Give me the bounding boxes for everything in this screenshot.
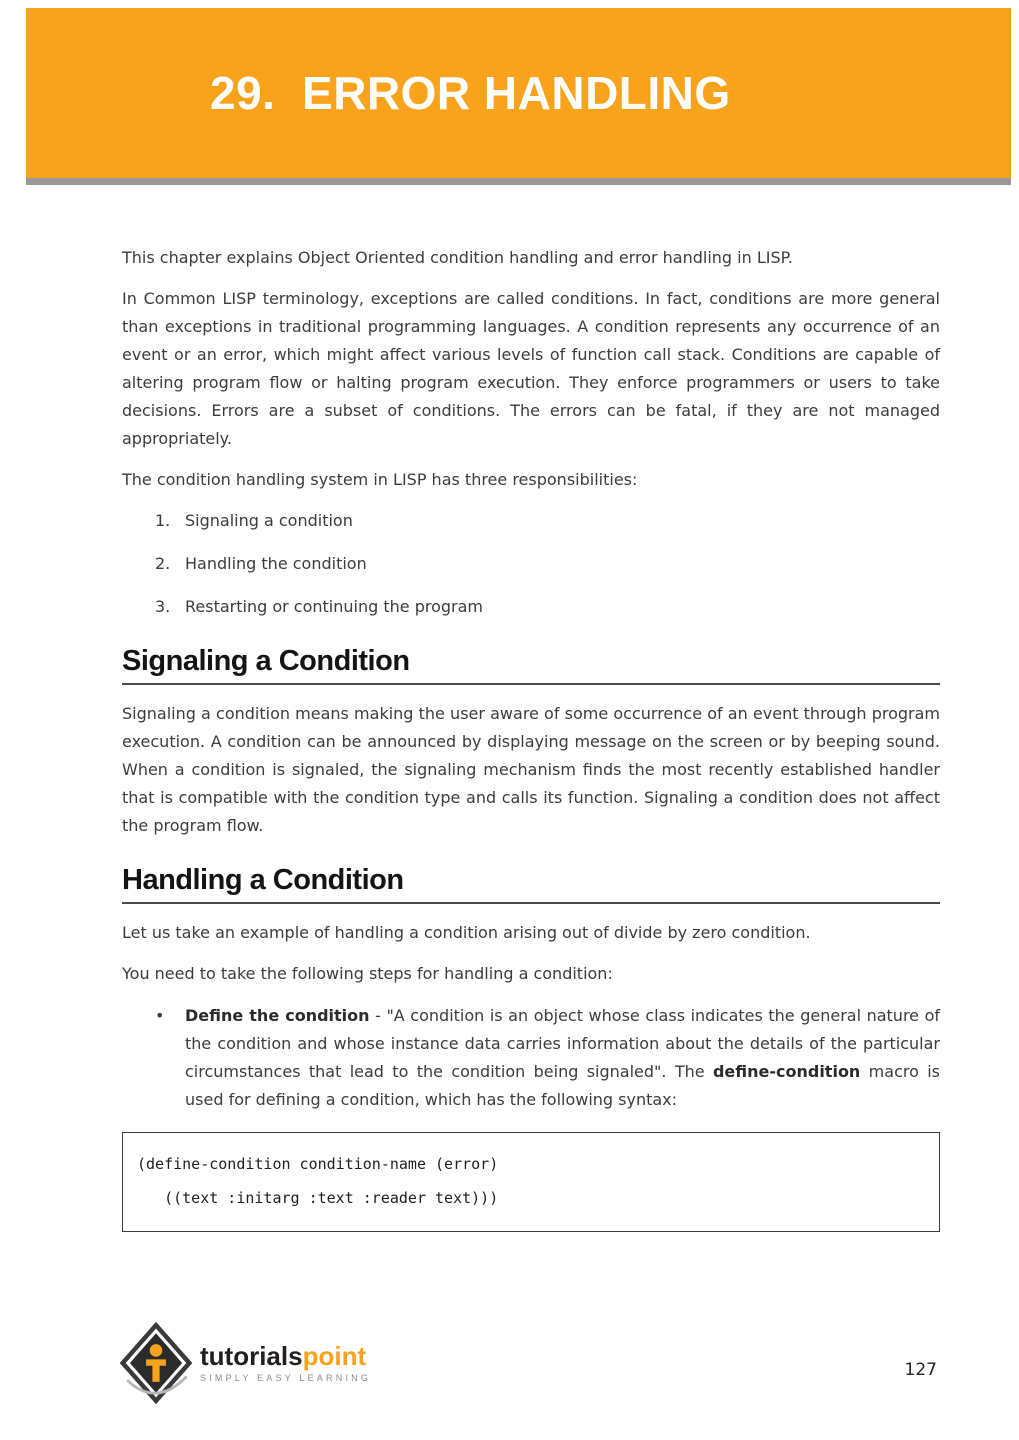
code-block (122, 1132, 940, 1232)
logo-word-tutorials: tutorials (200, 1341, 303, 1371)
bullet-bold-lead: Define the condition (185, 1006, 370, 1025)
list-item-text: Signaling a condition (185, 511, 353, 530)
bullet-text-end: macro is used for defining a condition, which has the following syntax: (185, 1062, 941, 1109)
paragraph-handling-example: Let us take an example of handling a condition arising out of divide by zero condition. (122, 923, 811, 942)
bullet-icon: • (155, 1006, 165, 1025)
paragraph-signaling: Signaling a condition means making the user aware of some occurrence of an event through program execution. A condition can be announced by displaying message on the screen or by beeping sound. When a condition is signaled, the signaling mechanism finds the most recently established handler that is compatible with the condition type and calls its function. Signaling a condition does not affect the program flow. (122, 704, 940, 835)
heading-signaling-a-condition: Signaling a Condition (122, 645, 940, 685)
page-content (122, 244, 940, 1232)
logo-word-point: point (302, 1341, 367, 1371)
logo-diamond-icon (120, 1322, 192, 1404)
responsibilities-list (122, 507, 940, 621)
logo-tagline: SIMPLY EASY LEARNING (200, 1373, 372, 1383)
list-item (122, 507, 940, 535)
chapter-banner (26, 8, 1011, 185)
heading-handling-a-condition: Handling a Condition (122, 864, 940, 904)
paragraph-conditions-overview: In Common LISP terminology, exceptions are called conditions. In fact, conditions are more general than exceptions in traditional programming languages. A condition represents any occurrence of an event or an error, which might affect various levels of function call stack. Conditions are capable of altering program flow or halting program execution. They enforce programmers or users to take decisions. Errors are a subset of conditions. The errors can be fatal, if they are not managed appropriately. (122, 289, 940, 448)
paragraph-intro: This chapter explains Object Oriented condition handling and error handling in LISP. (122, 248, 793, 267)
code-line: (define-condition condition-name (error) (137, 1155, 499, 1173)
list-item-number: 1. (155, 511, 171, 530)
logo-wordmark (200, 1343, 371, 1369)
bullet-define-condition (122, 1002, 940, 1114)
list-item-number: 3. (155, 597, 171, 616)
logo-text (200, 1343, 371, 1383)
bullet-bold-macro: define-condition (712, 1062, 861, 1081)
list-item (122, 550, 940, 578)
paragraph-responsibilities-intro: The condition handling system in LISP has three responsibilities: (122, 470, 638, 489)
bullet-text (185, 1002, 940, 1114)
list-item-number: 2. (155, 554, 171, 573)
bullet-text-mid: - "A condition is an object whose class indicates the general nature of the condition and whose instance data carries information about the details of the particular circumstances that lead to the condition being signaled". The (185, 1006, 941, 1081)
code-line: ((text :initarg :text :reader text))) (137, 1189, 499, 1207)
page-number: 127 (904, 1360, 937, 1380)
list-item-text: Handling the condition (185, 554, 367, 573)
list-item (122, 593, 940, 621)
list-item-text: Restarting or continuing the program (185, 597, 483, 616)
chapter-title: 29. ERROR HANDLING (210, 67, 731, 119)
tutorialspoint-logo (120, 1322, 371, 1404)
paragraph-handling-steps: You need to take the following steps for handling a condition: (122, 964, 613, 983)
